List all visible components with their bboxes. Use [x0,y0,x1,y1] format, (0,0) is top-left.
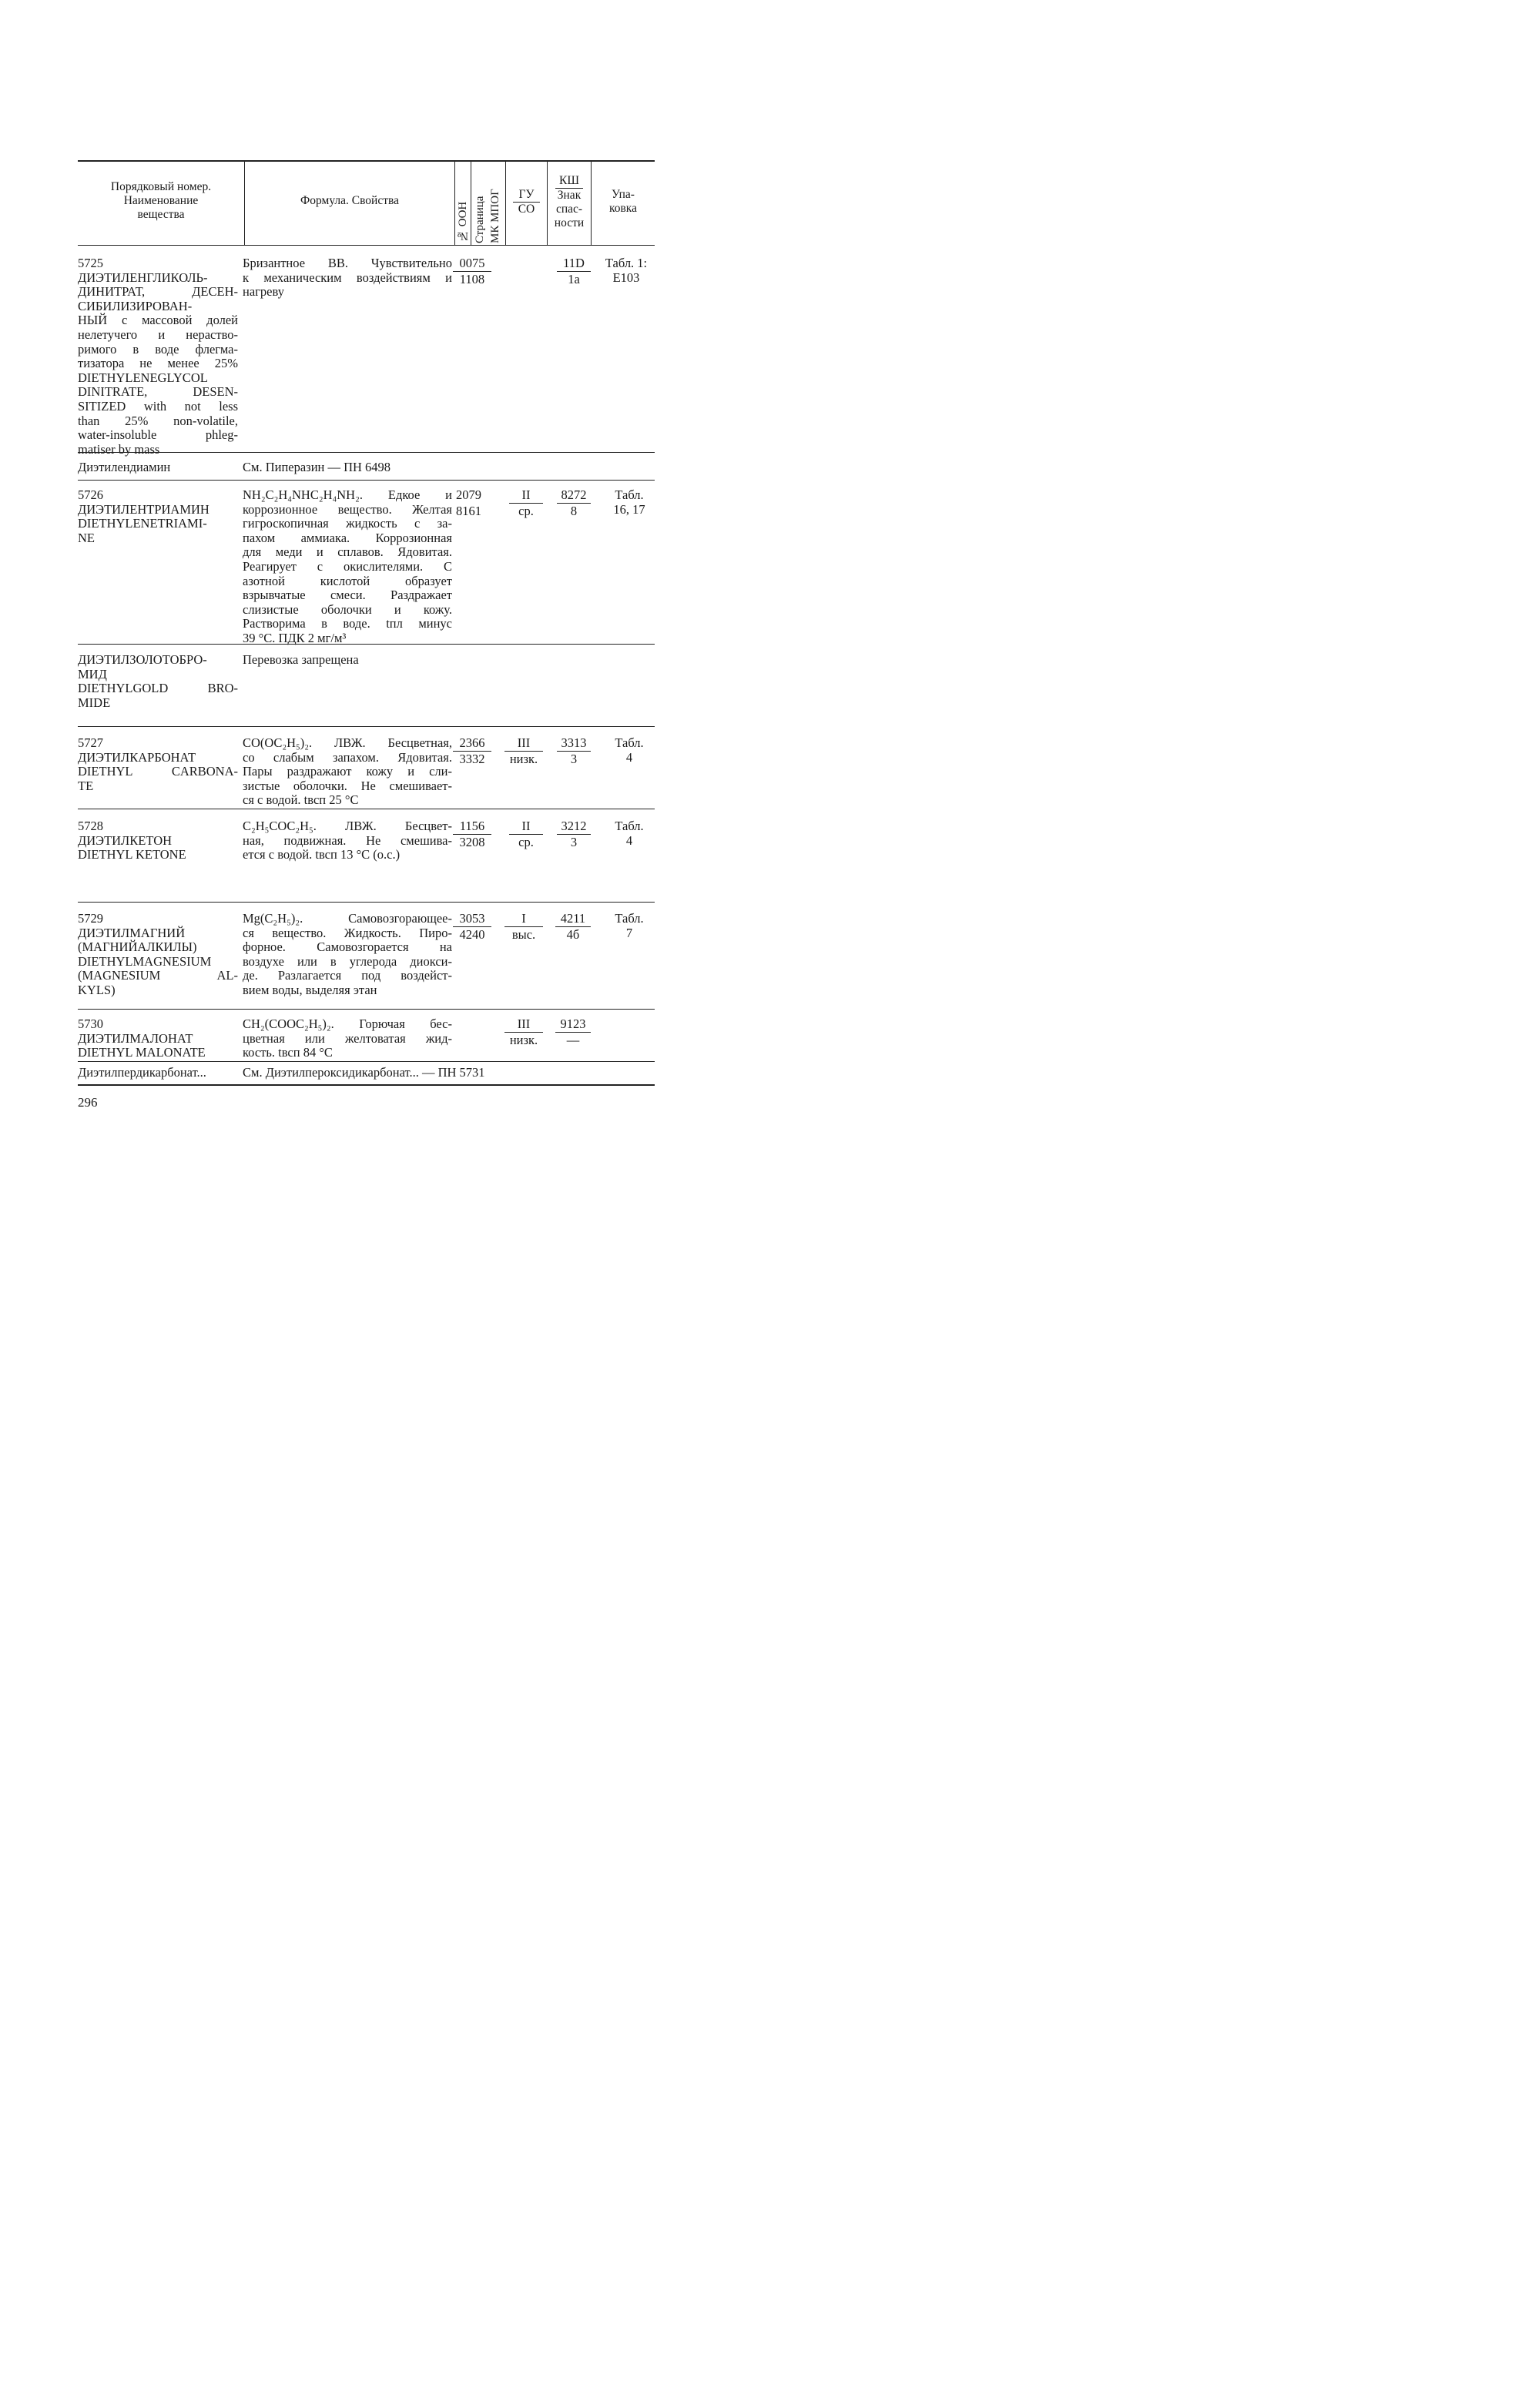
header-col-page: Страница МК МПОГ [474,189,501,243]
entry-5727-un-page: $\frac{2366}{3332}$ [453,736,491,766]
entry-5729-properties: Mg(C₂H₅)₂. Самовозгорающее- ся вещество. Жидкость. Пиро- форное. Самовозгорается на воздухе или в углерода диокси- де. Разлагается под воздейст- вием воды, выделяя этан [243,911,452,997]
entry-5728-properties: C₂H₅COC₂H₅. ЛВЖ. Бесцвет- ная, подвижная. Не смешива- ется с водой. tвсп 13 °С (о.с.) [243,819,452,862]
entry-5729-un-page: $\frac{3053}{4240}$ [453,912,491,942]
header-col-formula: Формула. Свойства [300,194,399,207]
diethylenediamine-ref: См. Пиперазин — ПН 6498 [243,460,391,474]
row-rule [78,644,655,645]
entry-5726-properties: NH₂C₂H₄NHC₂H₄NH₂. Едкое и коррозионное вещество. Желтая гигроскопичная жидкость с за- пахом аммиака. Коррозионная для меди и сплавов. Ядовитая. Реагирует с окислителями. С азотной кислотой образует взрывчатые смеси. Раздражает слизистые оболочки и кожу. Растворима в воде. tпл минус 39 °С. ПДК 2 мг/м³ [243,487,452,645]
entry-5727-pack: Табл. 4 [615,735,644,765]
entry-gold-properties: Перевозка запрещена [243,652,359,667]
entry-5728-ks: $\frac{3212}{3}$ [557,819,591,849]
entry-5727-properties: CO(OC₂H₅)₂. ЛВЖ. Бесцветная, со слабым запахом. Ядовитая. Пары раздражают кожу и сли- зистые оболочки. Не смешивает- ся с водой. tвсп 25 °С [243,735,452,808]
header-col-pack: Упа- ковка [609,188,637,215]
table-bottom-rule [78,1084,655,1086]
row-rule [78,1009,655,1010]
entry-5725-name: 5725 ДИЭТИЛЕНГЛИКОЛЬ- ДИНИТРАТ, ДЕСЕН- СИБИЛИЗИРОВАН- НЫЙ с массовой долей нелетучего и нераство- римого в воде флегма- тизатора не менее 25% DIETHYLENEGLYCOL DINITRATE, DESEN- SITIZED with not less than 25% non-volatile, water-insoluble phleg- matiser by mass [78,256,238,457]
entry-5728-name: 5728 ДИЭТИЛКЕТОН DIETHYL KETONE [78,819,186,862]
row-rule [78,1061,655,1062]
entry-gold-name: ДИЭТИЛЗОЛОТОБРО- МИД DIETHYLGOLD BRO- MIDE [78,652,238,710]
entry-5729-pack: Табл. 7 [615,911,644,940]
perdicarbonate-name: Диэтилпердикарбонат... [78,1065,206,1080]
row-rule [78,452,655,453]
row-rule [78,902,655,903]
entry-5726-ks: $\frac{8272}{8}$ [557,488,591,518]
entry-5726-pack: Табл. 16, 17 [613,487,645,517]
diethylenediamine-name: Диэтилендиамин [78,460,171,474]
entry-5729-name: 5729 ДИЭТИЛМАГНИЙ (МАГНИЙАЛКИЛЫ) DIETHYLMAGNESIUM (MAGNESIUM AL- KYLS) [78,911,238,997]
col-divider [454,161,455,245]
entry-5730-properties: CH₂(COOC₂H₅)₂. Горючая бес- цветная или желтоватая жид- кость. tвсп 84 °С [243,1016,452,1060]
entry-5730-ks: 9123 — [555,1017,591,1047]
entry-5727-name: 5727 ДИЭТИЛКАРБОНАТ DIETHYL CARBONA- TE [78,735,238,793]
entry-5727-gu: III низк. [504,736,543,766]
entry-5728-gu: II ср. [509,819,543,849]
header-col-gu: ГУ СО [506,188,547,216]
perdicarbonate-ref: См. Диэтилпероксидикарбонат... — ПН 5731 [243,1065,485,1080]
entry-5725-properties: Бризантное ВВ. Чувствительно к механическим воздействиям и нагреву [243,256,452,300]
row-rule [78,480,655,481]
page-number: 296 [78,1095,98,1110]
entry-5726-page: 8161 [456,504,481,518]
entry-5729-ks: 4211 4б [555,912,591,942]
row-rule [78,726,655,727]
header-col-name: Порядковый номер. Наименование вещества [110,180,212,221]
entry-5725-ks: $\frac{11D}{1a}$ [557,256,591,286]
entry-5728-pack: Табл. 4 [615,819,644,848]
header-col-un: № ООН [457,201,469,242]
entry-5728-un-page: $\frac{1156}{3208}$ [453,819,491,849]
entry-5730-gu: III низк. [504,1017,543,1047]
entry-5725-pack: Табл. 1: E103 [605,256,648,285]
entry-5729-gu: I выс. [504,912,543,942]
entry-5725-un-page: $\frac{0075}{1108}$ [453,256,491,286]
header-col-ks: КШ Знак спас- ности [554,174,585,229]
entry-5727-ks: $\frac{3313}{3}$ [557,736,591,766]
header-bottom-rule [78,245,655,246]
header-top-rule [78,160,655,162]
document-page [0,0,771,1207]
entry-5726-name: 5726 ДИЭТИЛЕНТРИАМИН DIETHYLENETRIAMI- NE [78,487,209,545]
entry-5730-name: 5730 ДИЭТИЛМАЛОНАТ DIETHYL MALONATE [78,1016,206,1060]
entry-5726-un: 2079 [456,487,481,502]
entry-5726-gu: II ср. [509,488,543,518]
